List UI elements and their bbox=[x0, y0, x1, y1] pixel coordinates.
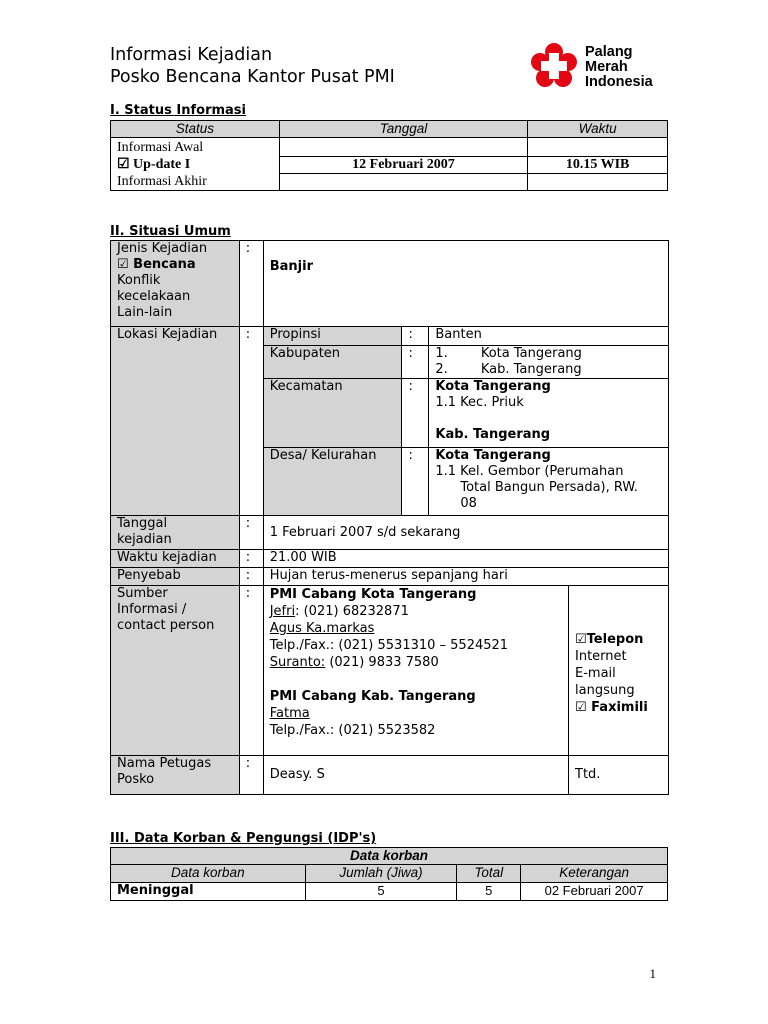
col-waktu: Waktu bbox=[528, 121, 668, 138]
waktu-kejadian-value: 21.00 WIB bbox=[263, 550, 668, 568]
jenis-lain: Lain-lain bbox=[117, 305, 173, 320]
contact-phone: Telp./Fax.: (021) 5523582 bbox=[269, 723, 436, 738]
title-line-2: Posko Bencana Kantor Pusat PMI bbox=[110, 67, 395, 87]
source-contact bbox=[270, 603, 562, 620]
contact-name: Suranto: bbox=[269, 655, 326, 670]
colon: : bbox=[402, 379, 429, 448]
pmi-logo bbox=[528, 42, 678, 92]
lokasi-label: Lokasi Kejadian bbox=[111, 327, 240, 516]
label-line: Sumber bbox=[117, 586, 168, 601]
media-faximili: ☑ Faximili bbox=[575, 700, 648, 715]
petugas-label bbox=[111, 756, 240, 795]
kabupaten-value bbox=[429, 346, 669, 379]
col-keterangan: Keterangan bbox=[521, 865, 668, 883]
red-cross-flower-icon bbox=[528, 42, 580, 92]
section-3-heading: III. Data Korban & Pengungsi (IDP's) bbox=[110, 831, 377, 846]
col-status: Status bbox=[111, 121, 280, 138]
sumber-value bbox=[263, 586, 568, 756]
label-line: contact person bbox=[117, 618, 215, 633]
desa-value bbox=[429, 448, 669, 516]
kabupaten-label: Kabupaten bbox=[263, 346, 402, 379]
jenis-label: Jenis Kejadian bbox=[117, 241, 208, 256]
page-number: 1 bbox=[649, 966, 656, 981]
colon: : bbox=[239, 586, 263, 756]
col-jumlah: Jumlah (Jiwa) bbox=[305, 865, 457, 883]
label-line: Posko bbox=[117, 772, 155, 787]
source-contact bbox=[270, 654, 562, 671]
kecamatan-item: 1.1 Kec. Priuk bbox=[435, 395, 524, 410]
kecamatan-item: Kab. Tangerang bbox=[435, 427, 551, 442]
section-2-heading: II. Situasi Umum bbox=[110, 224, 231, 239]
section-1-heading: I. Status Informasi bbox=[110, 103, 246, 118]
kecamatan-label: Kecamatan bbox=[263, 379, 402, 448]
kecamatan-item: Kota Tangerang bbox=[435, 379, 551, 394]
label-line: kejadian bbox=[117, 532, 172, 547]
source-org-heading: PMI Cabang Kab. Tangerang bbox=[269, 689, 476, 704]
status-table bbox=[110, 120, 668, 191]
col-tanggal: Tanggal bbox=[279, 121, 528, 138]
logo-text-line: Indonesia bbox=[585, 74, 653, 90]
waktu-value: 10.15 WIB bbox=[528, 156, 668, 174]
media-email: E-mail bbox=[575, 666, 616, 681]
ttd: Ttd. bbox=[569, 756, 669, 795]
situasi-table bbox=[110, 240, 669, 795]
desa-item: 08 bbox=[460, 496, 477, 511]
spacer bbox=[270, 671, 562, 688]
status-options bbox=[111, 138, 280, 191]
jenis-konflik: Konflik bbox=[117, 273, 161, 288]
logo-text bbox=[585, 45, 653, 90]
propinsi-value: Banten bbox=[429, 327, 669, 346]
desa-label: Desa/ Kelurahan bbox=[263, 448, 402, 516]
colon: : bbox=[239, 756, 263, 795]
penyebab-label: Penyebab bbox=[111, 568, 240, 586]
waktu-kejadian-label: Waktu kejadian bbox=[111, 550, 240, 568]
jenis-bencana: ☑ Bencana bbox=[117, 257, 196, 272]
tanggal-kejadian-label bbox=[111, 516, 240, 550]
empty-cell bbox=[528, 174, 668, 191]
colon: : bbox=[402, 327, 429, 346]
row-keterangan: 02 Februari 2007 bbox=[521, 883, 668, 901]
sumber-label bbox=[111, 586, 240, 756]
status-update: ☑ Up-date I bbox=[117, 157, 191, 172]
source-org-heading: PMI Cabang Kota Tangerang bbox=[269, 587, 477, 602]
table-row bbox=[111, 883, 668, 901]
row-label: Meninggal bbox=[111, 883, 306, 901]
row-total: 5 bbox=[457, 883, 521, 901]
contact-name: Jefri bbox=[269, 604, 296, 619]
label-line: Tanggal bbox=[117, 516, 168, 531]
contact-name: Agus Ka.markas bbox=[269, 621, 375, 636]
desa-item: Kota Tangerang bbox=[435, 448, 551, 463]
colon: : bbox=[239, 568, 263, 586]
empty-cell bbox=[279, 174, 528, 191]
korban-table-title: Data korban bbox=[111, 848, 668, 865]
jenis-kecelakaan: kecelakaan bbox=[117, 289, 191, 304]
media-langsung: langsung bbox=[575, 683, 635, 698]
jenis-value: Banjir bbox=[263, 241, 668, 327]
col-total: Total bbox=[457, 865, 521, 883]
media-telepon: ☑Telepon bbox=[575, 632, 644, 647]
spacer bbox=[435, 411, 662, 427]
status-awal: Informasi Awal bbox=[117, 140, 204, 155]
kecamatan-value bbox=[429, 379, 669, 448]
desa-item: Total Bangun Persada), RW. bbox=[460, 480, 638, 495]
media-list bbox=[569, 586, 669, 756]
tanggal-kejadian-value: 1 Februari 2007 s/d sekarang bbox=[263, 516, 668, 550]
colon: : bbox=[402, 346, 429, 379]
penyebab-value: Hujan terus-menerus sepanjang hari bbox=[263, 568, 668, 586]
petugas-value: Deasy. S bbox=[263, 756, 568, 795]
title-line-1: Informasi Kejadian bbox=[110, 45, 273, 65]
tanggal-value: 12 Februari 2007 bbox=[279, 156, 528, 174]
propinsi-label: Propinsi bbox=[263, 327, 402, 346]
row-jumlah: 5 bbox=[305, 883, 457, 901]
contact-phone: Telp./Fax.: (021) 5531310 – 5524521 bbox=[269, 638, 509, 653]
contact-phone: : (021) 68232871 bbox=[295, 604, 409, 619]
contact-phone: (021) 9833 7580 bbox=[325, 655, 439, 670]
logo-text-line: Merah bbox=[585, 59, 628, 75]
media-internet: Internet bbox=[575, 649, 627, 664]
korban-table bbox=[110, 847, 668, 901]
desa-item: 1.1 Kel. Gembor (Perumahan bbox=[435, 464, 624, 479]
logo-text-line: Palang bbox=[585, 44, 633, 60]
colon: : bbox=[239, 327, 263, 516]
label-line: Nama Petugas bbox=[117, 756, 212, 771]
status-akhir: Informasi Akhir bbox=[117, 174, 207, 189]
colon: : bbox=[239, 241, 263, 327]
colon: : bbox=[239, 516, 263, 550]
colon: : bbox=[402, 448, 429, 516]
colon: : bbox=[239, 550, 263, 568]
label-line: Informasi / bbox=[117, 602, 187, 617]
col-data-korban: Data korban bbox=[111, 865, 306, 883]
empty-cell bbox=[528, 138, 668, 157]
kabupaten-item: 1. Kota Tangerang bbox=[435, 346, 582, 361]
kabupaten-item: 2. Kab. Tangerang bbox=[435, 362, 582, 377]
jenis-label-cell bbox=[111, 241, 240, 327]
contact-name: Fatma bbox=[269, 706, 310, 721]
empty-cell bbox=[279, 138, 528, 157]
document-title bbox=[110, 44, 395, 88]
